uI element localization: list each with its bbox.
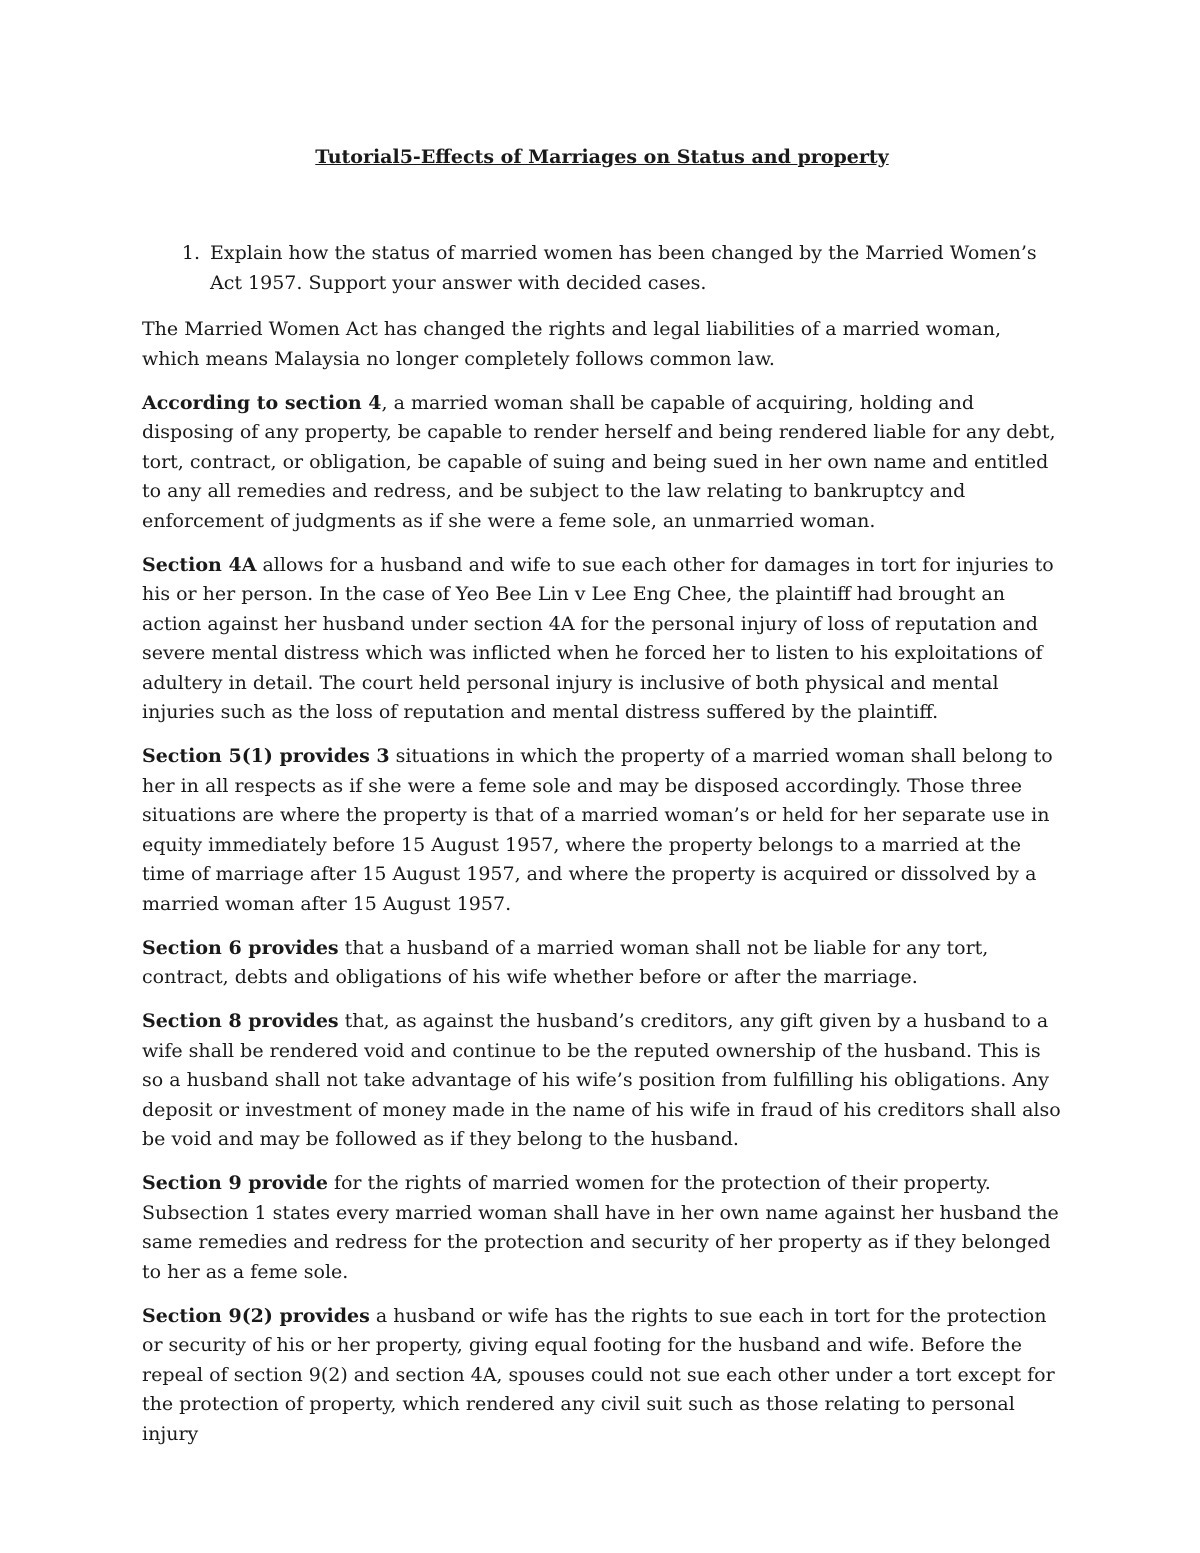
paragraph-section-5-1 [142,742,1062,919]
question-text: Explain how the status of married women has been changed by the Married Women’s Act 1957. Support your answer with decided cases. [210,242,1037,294]
document-title: Tutorial5-Effects of Marriages on Status and property [315,146,889,168]
paragraph-intro [142,315,1062,374]
paragraph-lead: Section 9(2) provides [142,1304,370,1327]
paragraph-section-9-2 [142,1302,1062,1450]
paragraph-text: for the rights of married women for the protection of their property. Subsection 1 states every married woman shall have in her own name against her husband the same remedies and redress for the protection and security of her property as if they belonged to her as a feme sole. [142,1172,1059,1283]
paragraph-text: The Married Women Act has changed the rights and legal liabilities of a married woman, which means Malaysia no longer completely follows common law. [142,318,1002,370]
paragraph-lead: Section 4A [142,553,257,576]
paragraph-text: situations in which the property of a married woman shall belong to her in all respects as if she were a feme sole and may be disposed accordingly. Those three situations are where the property is that of a married woman’s or held for her separate use in equity immediately before 15 August 1957, where the property belongs to a married at the time of marriage after 15 August 1957, and where the property is acquired or dissolved by a married woman after 15 August 1957. [142,745,1053,915]
document-body [142,143,1062,1464]
paragraph-lead: Section 5(1) provides 3 [142,745,390,767]
paragraph-text: a husband or wife has the rights to sue each in tort for the protection or security of his or her property, giving equal footing for the husband and wife. Before the repeal of section 9(2) and section 4A, spouses could not sue each other under a tort except for the protection of property, which rendered any civil suit such as those relating to personal injury [142,1304,1055,1445]
paragraph-lead: Section 8 provides [142,1010,339,1032]
paragraph-text: , a married woman shall be capable of acquiring, holding and disposing of any property, be capable to render herself and being rendered liable for any debt, tort, contract, or obligation, be capable of suing and being sued in her own name and entitled to any all remedies and redress, and be subject to the law relating to bankruptcy and enforcement of judgments as if she were a feme sole, an unmarried woman. [142,391,1056,532]
paragraph-text: that, as against the husband’s creditors, any gift given by a husband to a wife shall be rendered void and continue to be the reputed ownership of the husband. This is so a husband shall not take advantage of his wife’s position from fulfilling his obligations. Any deposit or investment of money made in the name of his wife in fraud of his creditors shall also be void and may be followed as if they belong to the husband. [142,1010,1061,1150]
question-number: 1. [181,242,200,264]
paragraph-lead: Section 9 provide [142,1172,328,1194]
paragraph-lead: According to section 4 [142,391,382,414]
paragraph-section-9 [142,1169,1062,1287]
paragraph-section-8 [142,1007,1062,1155]
paragraph-section-6 [142,934,1062,993]
paragraph-section-4a [142,551,1062,728]
paragraph-section-4 [142,389,1062,537]
paragraph-text: allows for a husband and wife to sue each other for damages in tort for injuries to his or her person. In the case of Yeo Bee Lin v Lee Eng Chee, the plaintiff had brought an action against her husband under section 4A for the personal injury of loss of reputation and severe mental distress which was inflicted when he forced her to listen to his exploitations of adultery in detail. The court held personal injury is inclusive of both physical and mental injuries such as the loss of reputation and mental distress suffered by the plaintiff. [142,553,1054,723]
paragraph-text: that a husband of a married woman shall not be liable for any tort, contract, debts and obligations of his wife whether before or after the marriage. [142,936,989,988]
paragraph-lead: Section 6 provides [142,936,339,959]
question-item [142,239,1062,298]
